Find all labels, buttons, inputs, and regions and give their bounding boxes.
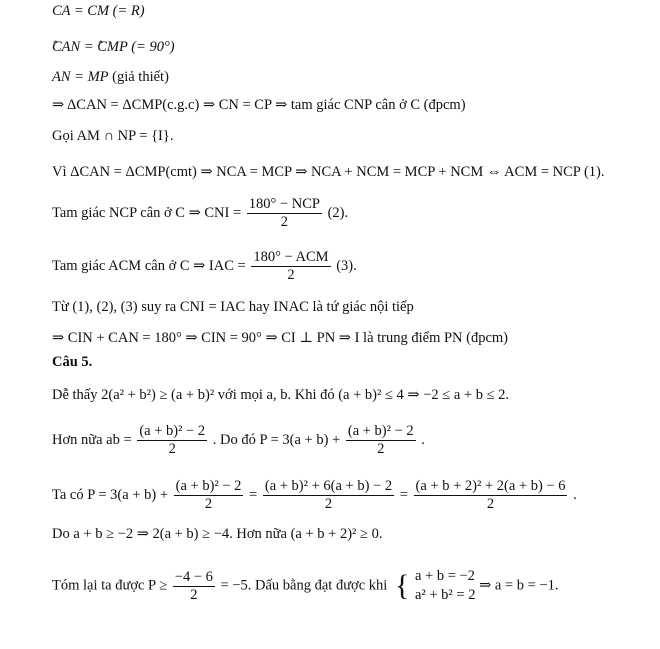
equals-sign: =: [249, 486, 258, 503]
ta-co-text: Ta có P = 3(a + b) +: [52, 486, 168, 503]
line-do-ab: Do a + b ≥ −2 ⇒ 2(a + b) ≥ −4. Hơn nữa (a + b + 2)² ≥ 0.: [52, 526, 383, 542]
line-tom-lai: [52, 567, 558, 605]
line-tu-giac-noi-tiep: Từ (1), (2), (3) suy ra CNI = IAC hay INAC là tứ giác nội tiếp: [52, 299, 414, 315]
fraction-p-2: [263, 478, 394, 513]
gia-thiet-note: (giả thiết): [108, 69, 169, 85]
fraction-iac: [251, 249, 330, 284]
period: .: [573, 486, 577, 503]
system-brace: {: [394, 569, 410, 602]
fraction-denominator: 2: [204, 496, 213, 512]
fraction-denominator: 2: [324, 496, 333, 512]
fraction-cni: [247, 196, 322, 231]
an-mp-expr: AN = MP: [52, 69, 109, 85]
equation-label: (2).: [327, 204, 349, 221]
fraction-denominator: 2: [190, 586, 198, 603]
line-triangle-congruence: ⇒ ΔCAN = ΔCMP(c.g.c) ⇒ CN = CP ⇒ tam giác CNP cân ở C (đpcm): [52, 97, 466, 113]
final-result: ⇒ a = b = −1.: [479, 577, 559, 594]
fraction-denominator: 2: [377, 441, 385, 457]
system-eq-2: a² + b² = 2: [414, 587, 476, 603]
line-ta-co-p: [52, 478, 577, 513]
line-angle-can-cmp: ̂CAN = ̂CMP (= 90°): [52, 39, 175, 55]
fraction-p: [346, 423, 416, 458]
fraction-p-3: [414, 478, 568, 513]
period: .: [421, 431, 425, 448]
fraction-denominator: 2: [287, 267, 295, 283]
line-de-thay: Dễ thấy 2(a² + b²) ≥ (a + b)² với mọi a, b. Khi đó (a + b)² ≤ 4 ⇒ −2 ≤ a + b ≤ 2.: [52, 387, 510, 403]
line-an-mp: [52, 68, 169, 86]
equation-label: (3).: [336, 257, 357, 274]
fraction-numerator: (a + b)² − 2: [347, 423, 414, 439]
system-equations: [415, 567, 476, 605]
line-vi-angles: Vì ΔCAN = ΔCMP(cmt) ⇒ NCA = MCP ⇒ NCA + NCM = MCP + NCM ⇔ ACM = NCP (1).: [52, 164, 605, 180]
fraction-numerator: 180° − ACM: [253, 249, 329, 265]
fraction-numerator: (a + b)² + 6(a + b) − 2: [264, 478, 393, 494]
line-conclusion-midpoint: ⇒ CIN + CAN = 180° ⇒ CIN = 90° ⇒ CI ⊥ PN ⇒ I là trung điểm PN (đpcm): [52, 330, 509, 346]
acm-text: Tam giác ACM cân ở C ⇒ IAC =: [52, 257, 246, 274]
line-tam-giac-acm: [52, 249, 357, 284]
fraction-denominator: 2: [280, 214, 288, 230]
tom-lai-text: Tóm lại ta được P ≥: [52, 577, 168, 594]
line-hon-nua-ab: [52, 423, 425, 458]
dau-bang-text: = −5. Dấu bằng đạt được khi: [220, 577, 388, 594]
ncp-text: Tam giác NCP cân ở C ⇒ CNI =: [52, 204, 242, 221]
line-goi-intersection: Gọi AM ∩ NP = {I}.: [52, 128, 174, 144]
line-tam-giac-ncp: [52, 196, 348, 231]
p-text: . Do đó P = 3(a + b) +: [212, 431, 341, 448]
fraction-numerator: (a + b)² − 2: [139, 423, 206, 439]
fraction-p-1: [174, 478, 244, 513]
fraction-denominator: 2: [486, 496, 495, 512]
fraction-numerator: (a + b + 2)² + 2(a + b) − 6: [415, 478, 566, 494]
line-ca-cm: CA = CM (= R): [52, 3, 145, 19]
fraction-min: [173, 569, 215, 604]
fraction-numerator: (a + b)² − 2: [175, 478, 242, 494]
fraction-numerator: 180° − NCP: [248, 196, 320, 212]
fraction-numerator: −4 − 6: [174, 568, 213, 585]
fraction-denominator: 2: [168, 441, 176, 457]
equals-sign: =: [399, 486, 408, 503]
fraction-ab: [137, 423, 207, 458]
system-eq-1: a + b = −2: [414, 568, 475, 584]
heading-cau-5: Câu 5.: [52, 354, 93, 370]
ab-text: Hơn nữa ab =: [52, 431, 132, 448]
